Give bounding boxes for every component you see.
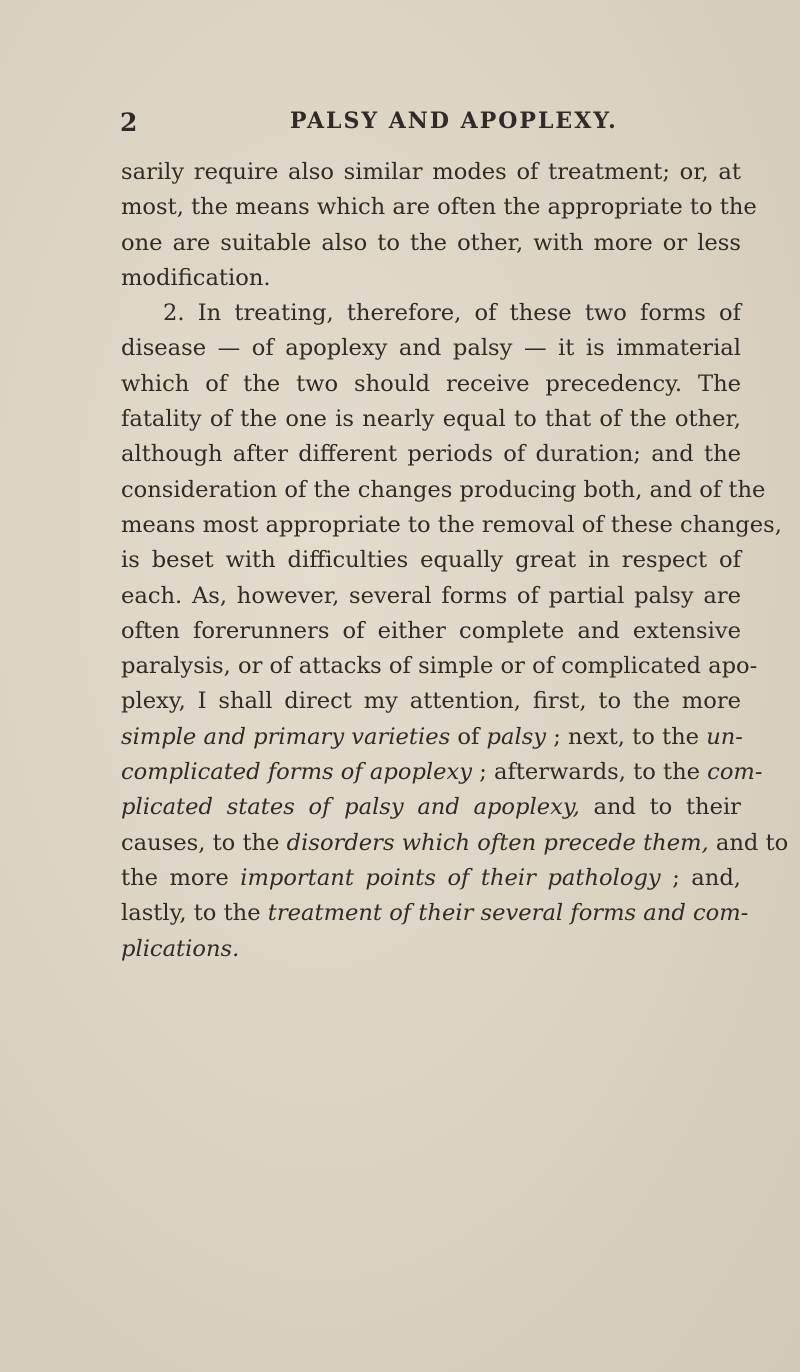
text-line: fatality of the one is nearly equal to that of the other, <box>121 406 741 433</box>
text-span: ; afterwards, to the <box>472 759 708 786</box>
body-text <box>121 155 789 967</box>
text-span: and to <box>708 829 789 856</box>
text-line <box>121 684 741 719</box>
italic-span: palsy <box>486 723 547 750</box>
text-line: most, the means which are often the appropriate to the <box>121 194 757 221</box>
text-line: which of the two should receive precedency. The <box>121 370 741 397</box>
italic-span: com- <box>707 759 763 786</box>
italic-span: disorders which often precede them, <box>286 829 709 856</box>
italic-span: plicated states of palsy and apoplexy, <box>121 794 580 821</box>
text-line: one are suitable also to the other, with more or less <box>121 229 741 256</box>
text-line: 2. In treating, therefore, of these two forms of <box>163 300 741 327</box>
text-span: plexy, I shall direct my attention, first, to the more <box>121 688 741 715</box>
text-line: often forerunners of either complete and extensive <box>121 617 741 644</box>
text-line <box>121 720 741 755</box>
italic-span: plications. <box>121 935 240 962</box>
text-span: to the <box>205 829 287 856</box>
text-span: causes, <box>121 829 206 856</box>
text-line: consideration of the changes producing both, and of the <box>121 476 766 503</box>
text-line: disease — of apoplexy and palsy — it is immaterial <box>121 335 741 362</box>
text-line <box>121 790 741 825</box>
italic-span: important points of their pathology <box>240 864 661 891</box>
running-head: PALSY AND APOPLEXY. <box>290 108 618 134</box>
text-line: paralysis, or of attacks of simple or of complicated apo- <box>121 653 758 680</box>
italic-span: complicated forms of apoplexy <box>121 759 473 786</box>
text-span: the more <box>121 864 241 891</box>
italic-span: simple and primary varieties <box>121 723 451 750</box>
text-line: sarily require also similar modes of treatment; or, at <box>121 159 741 185</box>
text-line <box>121 755 763 790</box>
text-line: modification. <box>121 264 271 291</box>
text-span: lastly, to the <box>121 900 268 927</box>
text-line <box>121 896 749 931</box>
page-number: 2 <box>120 108 138 137</box>
text-line: each. As, however, several forms of partial palsy are <box>121 582 741 609</box>
text-line <box>121 932 741 967</box>
italic-span: un- <box>706 723 743 750</box>
text-span: ; and, <box>660 864 741 891</box>
text-span: and to their <box>579 794 741 821</box>
text-line: although after different periods of duration; and the <box>121 441 741 468</box>
text-line <box>121 861 741 896</box>
text-span: ; next, to the <box>546 723 707 750</box>
text-line: is beset with difficulties equally great in respect of <box>121 547 741 574</box>
text-line <box>121 826 789 861</box>
page-header <box>120 108 720 138</box>
italic-span: treatment of their several forms and com- <box>267 900 749 927</box>
text-span: of <box>450 723 487 750</box>
text-line: means most appropriate to the removal of these changes, <box>121 511 782 538</box>
